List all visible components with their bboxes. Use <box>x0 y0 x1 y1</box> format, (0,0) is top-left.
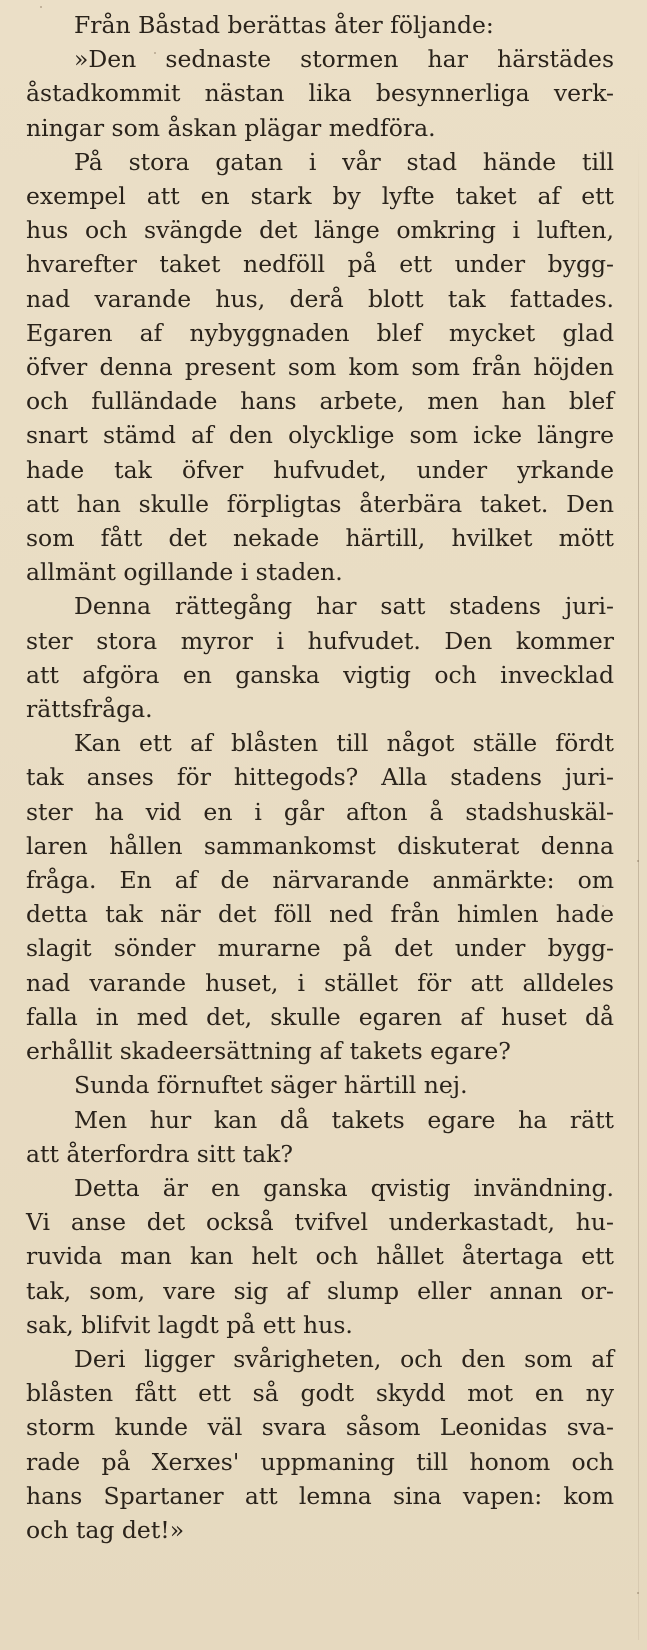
column-rule <box>638 140 639 1640</box>
text-line: erhållit skadeersättning af takets egare? <box>26 1037 511 1066</box>
text-line: rättsfråga. <box>26 695 153 724</box>
text-line: och tag det!» <box>26 1515 185 1544</box>
print-fleck <box>637 1592 639 1594</box>
article-paragraph <box>26 1068 614 1102</box>
text-line: slagit sönder murarne på det under bygg- <box>26 934 614 963</box>
article-paragraph <box>26 1103 614 1171</box>
text-line: hade tak öfver hufvudet, under yrkande <box>26 455 614 484</box>
text-line: rade på Xerxes' uppmaning till honom och <box>26 1447 614 1476</box>
text-line: falla in med det, skulle egaren af huset då <box>26 1002 614 1031</box>
text-line: Egaren af nybyggnaden blef mycket glad <box>26 318 614 347</box>
text-line: exempel att en stark by lyfte taket af ett <box>26 182 614 211</box>
print-fleck <box>40 6 42 8</box>
text-line: ningar som åskan plägar medföra. <box>26 113 436 142</box>
text-line: blåsten fått ett så godt skydd mot en ny <box>26 1379 614 1408</box>
text-line: Deri ligger svårigheten, och den som af <box>74 1344 614 1373</box>
text-line: ruvida man kan helt och hållet återtaga ett <box>26 1242 614 1271</box>
text-line: storm kunde väl svara såsom Leonidas sva- <box>26 1413 614 1442</box>
text-line: detta tak när det föll ned från himlen hade <box>26 900 614 929</box>
text-line: snart stämd af den olycklige som icke längre <box>26 421 614 450</box>
article-column <box>26 8 614 1547</box>
article-paragraph <box>26 726 614 1068</box>
text-line: Vi anse det också tvifvel underkastadt, hu- <box>26 1208 614 1237</box>
text-line: allmänt ogillande i staden. <box>26 558 343 587</box>
text-line: laren hållen sammankomst diskuterat denna <box>26 831 614 860</box>
text-line: hus och svängde det länge omkring i luften, <box>26 216 614 245</box>
article-paragraph <box>26 1171 614 1342</box>
text-line: åstadkommit nästan lika besynnerliga verk- <box>26 79 614 108</box>
text-line: att han skulle förpligtas återbära taket. Den <box>26 489 614 518</box>
text-line: som fått det nekade härtill, hvilket mött <box>26 524 614 553</box>
text-line: Denna rättegång har satt stadens juri- <box>74 592 614 621</box>
text-line: Men hur kan då takets egare ha rätt <box>74 1105 614 1134</box>
print-fleck <box>602 905 604 907</box>
article-paragraph <box>26 42 614 145</box>
text-line: På stora gatan i vår stad hände till <box>74 147 614 176</box>
text-line: Detta är en ganska qvistig invändning. <box>74 1173 614 1202</box>
text-line: nad varande hus, derå blott tak fattades. <box>26 284 614 313</box>
text-line: Från Båstad berättas åter följande: <box>74 11 494 39</box>
article-paragraph <box>26 145 614 590</box>
text-line: fråga. En af de närvarande anmärkte: om <box>26 866 614 895</box>
text-line: att afgöra en ganska vigtig och invecklad <box>26 660 614 689</box>
text-line: nad varande huset, i stället för att alldeles <box>26 968 614 997</box>
print-fleck <box>637 860 639 862</box>
text-line: Kan ett af blåsten till något ställe fördt <box>74 729 614 758</box>
text-line: tak anses för hittegods? Alla stadens juri- <box>26 763 614 792</box>
article-paragraph <box>26 1342 614 1547</box>
text-line: hvarefter taket nedföll på ett under bygg- <box>26 250 614 279</box>
print-fleck <box>602 150 604 153</box>
text-line: ster stora myror i hufvudet. Den kommer <box>26 626 614 655</box>
text-line: hans Spartaner att lemna sina vapen: kom <box>26 1481 614 1510</box>
article-paragraph <box>26 8 614 42</box>
article-paragraph <box>26 589 614 726</box>
text-line: öfver denna present som kom som från höjden <box>26 353 614 382</box>
text-line: ster ha vid en i går afton å stadshuskäl- <box>26 797 614 826</box>
text-line: sak, blifvit lagdt på ett hus. <box>26 1310 353 1339</box>
text-line: och fulländade hans arbete, men han blef <box>26 387 614 416</box>
text-line: Sunda förnuftet säger härtill nej. <box>74 1071 468 1100</box>
text-line: att återfordra sitt tak? <box>26 1139 294 1168</box>
text-line: »Den sednaste stormen har härstädes <box>74 45 614 74</box>
print-fleck <box>154 52 156 54</box>
text-line: tak, som, vare sig af slump eller annan or- <box>26 1276 614 1305</box>
